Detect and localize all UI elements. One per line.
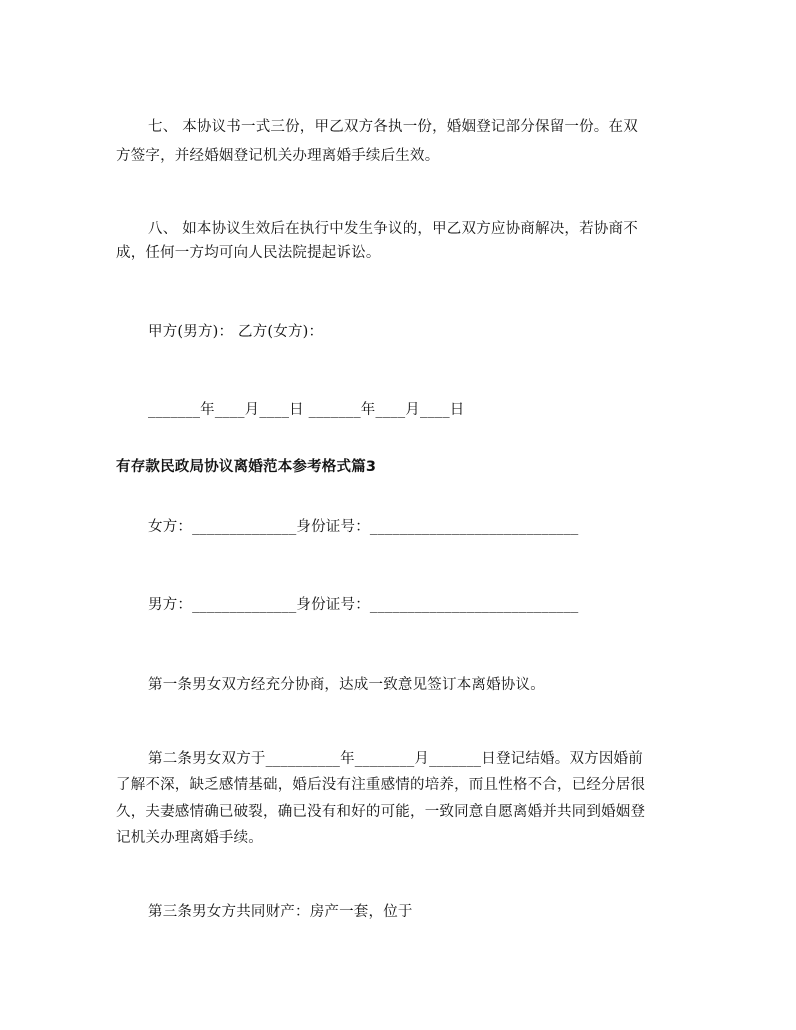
- article-3: 第三条男女方共同财产：房产一套，位于: [148, 904, 413, 920]
- article-2-line-4: 记机关办理离婚手续。: [116, 830, 263, 846]
- article-2-line-2: 了解不深，缺乏感情基础，婚后没有注重感情的培养，而且性格不合，已经分居很: [116, 777, 646, 793]
- signature-dates: _______年____月____日 _______年____月____日: [148, 402, 465, 418]
- female-party-field: 女方：______________身份证号：____________________________: [148, 519, 579, 535]
- article-2-line-1: 第二条男女双方于__________年________月_______日登记结婚。双方因婚前: [148, 751, 643, 767]
- article-2-line-3: 久，夫妻感情确已破裂，确已没有和好的可能，一致同意自愿离婚并共同到婚姻登: [116, 804, 646, 820]
- signature-parties: 甲方(男方)： 乙方(女方)：: [148, 324, 324, 340]
- clause-7-line-1: 七、 本协议书一式三份，甲乙双方各执一份，婚姻登记部分保留一份。在双: [148, 119, 638, 135]
- clause-8-line-1: 八、 如本协议生效后在执行中发生争议的，甲乙双方应协商解决，若协商不: [148, 221, 638, 237]
- clause-8-line-2: 成，任何一方均可向人民法院提起诉讼。: [116, 245, 381, 261]
- male-party-field: 男方：______________身份证号：____________________________: [148, 597, 579, 613]
- article-1: 第一条男女双方经充分协商，达成一致意见签订本离婚协议。: [148, 677, 545, 693]
- section-heading: 有存款民政局协议离婚范本参考格式篇3: [116, 459, 377, 475]
- clause-7-line-2: 方签字，并经婚姻登记机关办理离婚手续后生效。: [116, 148, 440, 164]
